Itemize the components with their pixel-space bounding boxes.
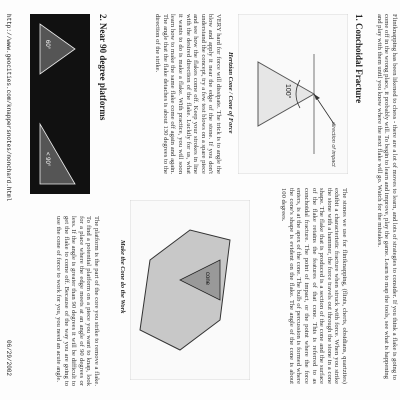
intro-paragraph: Flintknapping has been likened to chess - there are a lot of moves to learn, and lots of strategies to consider. If you think a flake is going to come off in the wrong place, it probably will. To begin to learn and improve, play the game. Learn to map the tools, see what is happening and play with them until you know where the next flake will go. Watch for the mistakes. <box>375 14 398 380</box>
cone-angle-label: 100° <box>284 84 291 99</box>
cone-work-figure <box>120 200 250 380</box>
section1-left-text: VERY hard for force will dissipate. The trick is to angle the blow and apply it near the edge of the stone. If you don't understand the concept, try a few test blows on a spare piece and see how the flakes come off. Keep your strokes in line with the desired direction of the flake. Luckily for us, what it wants to do is make a flake. With practice, you will soon learn how to make the same flake come off again and again. The angle that the flake detaches is about 130 degrees to the direction of the strike. <box>154 14 222 174</box>
right-angle-label: < 90° <box>44 152 50 167</box>
section2-text: The platform is the part of the core you strike to remove a flake. To find a potential platform on a piece you want to knap, look for a place where the edge meets at an angle of 90 degrees or less. If the angle is greater than 90 degrees it will be difficult to get the flake to come off. Because of the way you are going to use the cone of force to work for you, you need an acute angle. <box>55 216 100 386</box>
section1-right-text: The stones we use for flintknapping, (flints, cherts, obsidians, quartzites) exhibit a characteristic fracture when struck with force. When you strike the stone with a hammer, the force travels out through the stone in a cone shape. The flake that is produced is a section of the cone and the surface of the flake retains the features of that cone. This is referred to as conchoidal fracture. The point of impact, or the point where the force enters, is at the apex of the cone. The bulb of percussion is formed where the cone's shape is evident on the flake. The angle of the cone is about 100 degrees. <box>280 188 348 384</box>
cone-label: cone <box>204 272 210 286</box>
left-angle-label: 60° <box>44 40 50 50</box>
platform-angle-figure <box>30 14 90 194</box>
figure-caption-cone-work: Make the Cone do the Work <box>119 240 126 314</box>
cone-work-diagram <box>130 200 250 380</box>
hertzian-cone-diagram <box>238 14 348 174</box>
figure-caption-hertzian-cone: Hertzian Cone / Cone of Force <box>227 52 234 134</box>
platform-angle-diagram <box>30 14 90 194</box>
hertzian-cone-figure <box>227 14 348 174</box>
impact-direction-label: direction of impact <box>330 122 336 167</box>
footer-url: http://www.geocities.com/knappersnotes/nonchard.html <box>5 14 12 202</box>
footer-date: 06/29/2002 <box>5 340 12 377</box>
section-heading-near-90-platforms: 2. Near 90 degree platforms <box>98 14 108 121</box>
section-heading-conchoidal-fracture: 1. Conchoidal Fracture <box>354 14 364 104</box>
